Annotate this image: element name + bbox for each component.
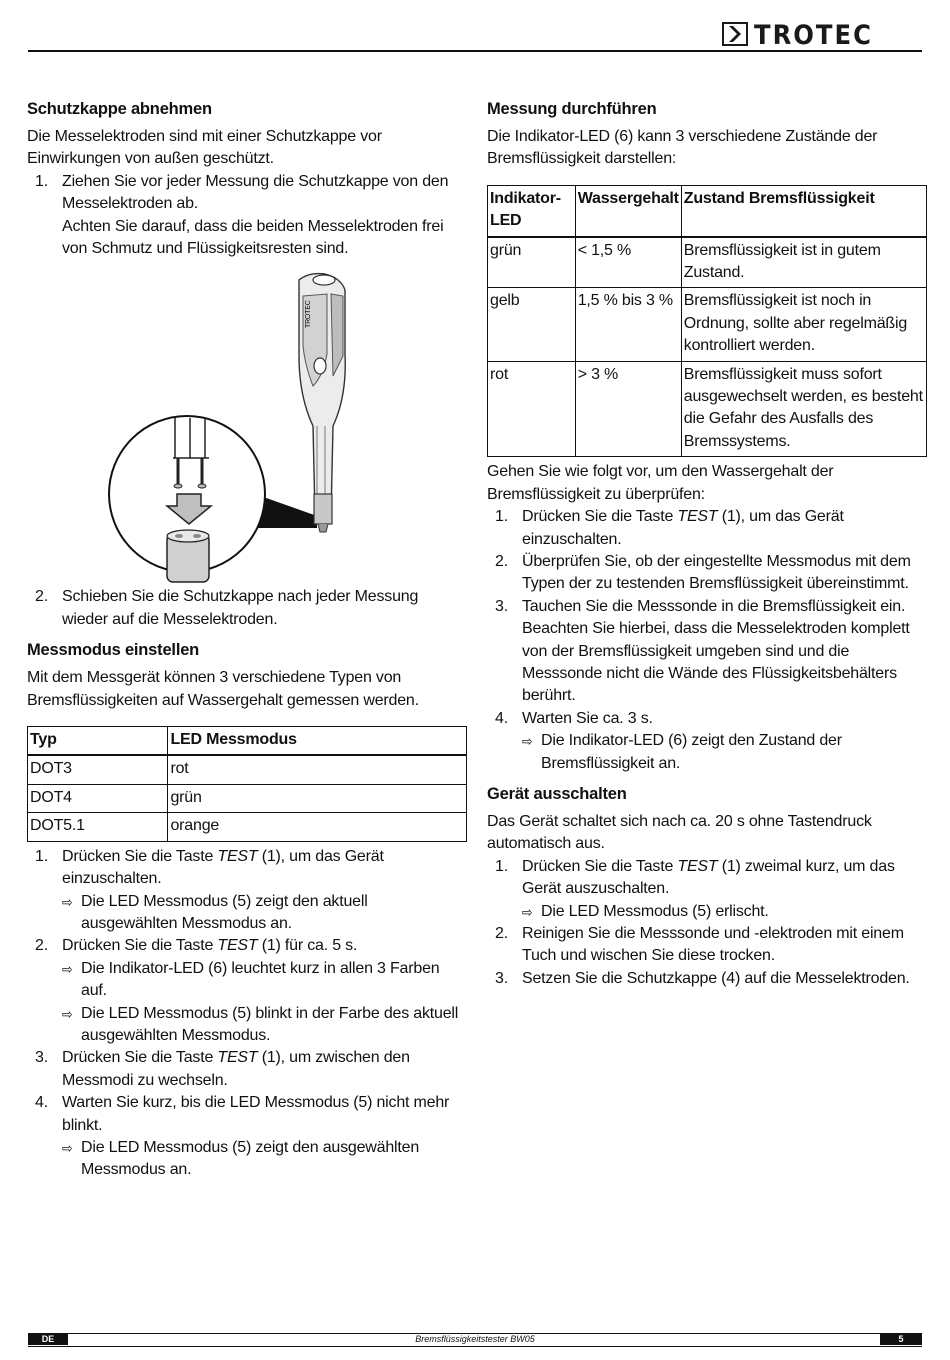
list-item [487, 551, 927, 596]
list-item [27, 1092, 467, 1182]
step-number: 1. [35, 172, 48, 190]
step-number: 1. [495, 857, 508, 875]
table-cell: Bremsflüssigkeit muss sofort ausgewechselt werden, es besteht die Gefahr des Ausfalls des Bremssystems. [681, 361, 926, 457]
paragraph: Die Messelektroden sind mit einer Schutzkappe vor Einwirkungen von außen geschützt. [27, 128, 382, 168]
step-text: Drücken Sie die Taste [62, 937, 218, 955]
step-text: Drücken Sie die Taste [62, 847, 218, 865]
step-number: 1. [495, 508, 508, 526]
list-item [27, 935, 467, 1047]
result-text: Die Indikator-LED (6) zeigt den Zustand der Bremsflüssigkeit an. [541, 732, 842, 772]
list-item [487, 923, 927, 968]
result-item [62, 1003, 467, 1048]
table-cell: rot [168, 755, 467, 784]
key-name: TEST [677, 857, 718, 875]
footer-document-title: Bremsflüssigkeitstester BW05 [415, 1334, 535, 1344]
device-illustration [27, 266, 467, 586]
result-arrow-icon: ⇨ [62, 1005, 73, 1022]
list-item [27, 1047, 467, 1092]
table-cell: orange [168, 813, 467, 841]
step-number: 2. [495, 925, 508, 942]
key-name: TEST [217, 937, 258, 955]
left-column [27, 98, 467, 1182]
trotec-logo-mark-icon [722, 22, 748, 46]
result-arrow-icon: ⇨ [62, 960, 73, 977]
result-item [522, 901, 927, 923]
table-cell: grün [168, 784, 467, 812]
step-list [27, 846, 467, 1182]
trotec-logo [722, 20, 922, 51]
step-text: (1) für ca. 5 s. [257, 937, 358, 955]
table-cell: DOT5.1 [28, 813, 168, 841]
step-list [27, 586, 467, 631]
step-text: Überprüfen Sie, ob der eingestellte Messmodus mit dem Typen der zu testenden Bremsflüssigkeit übereinstimmt. [522, 552, 911, 593]
table-header: LED Messmodus [168, 727, 467, 756]
step-number: 4. [35, 1094, 48, 1112]
right-column [487, 98, 927, 990]
table-cell: rot [488, 361, 576, 457]
table-cell: < 1,5 % [575, 237, 681, 288]
step-number: 2. [495, 552, 508, 570]
result-item [62, 1137, 467, 1182]
table-cell: 1,5 % bis 3 % [575, 288, 681, 361]
step-number: 3. [495, 597, 508, 615]
list-item [487, 968, 927, 990]
list-item [487, 596, 927, 708]
result-arrow-icon: ⇨ [522, 733, 533, 750]
step-note: Achten Sie darauf, dass die beiden Messelektroden frei von Schmutz und Flüssigkeitsresten sind. [62, 217, 444, 258]
list-item [487, 506, 927, 551]
step-text: Ziehen Sie vor jeder Messung die Schutzkappe von den Messelektroden ab. [62, 172, 449, 213]
step-number: 3. [495, 969, 508, 987]
section-title-measure: Messung durchführen [487, 100, 657, 118]
table-row [28, 755, 467, 784]
table-header-row [28, 727, 467, 756]
result-text: Die LED Messmodus (5) blinkt in der Farbe des aktuell ausgewählten Messmodus. [81, 1004, 459, 1044]
table-cell: DOT4 [28, 784, 168, 812]
device-brand-label: TROTEC [305, 300, 312, 329]
step-number: 3. [35, 1049, 48, 1067]
footer-language: DE [28, 1333, 68, 1345]
list-item [487, 856, 927, 923]
result-item [522, 730, 927, 775]
result-text: Die LED Messmodus (5) zeigt den aktuell ausgewählten Messmodus an. [81, 892, 368, 932]
step-text: Drücken Sie die Taste [522, 857, 678, 875]
key-name: TEST [217, 1049, 258, 1067]
step-text: Tauchen Sie die Messsonde in die Bremsflüssigkeit ein. Beachten Sie hierbei, dass die Messelektroden komplett von der Bremsflüssigkeit umgeben sind und die Messsonde nicht die Wände des Flüssigkeitsbehälters berührt. [522, 597, 910, 705]
table-row [488, 288, 927, 361]
result-text: Die LED Messmodus (5) zeigt den ausgewählten Messmodus an. [81, 1138, 420, 1179]
step-text: (1), um das Gerät einzuschalten. [522, 508, 844, 548]
table-cell: gelb [488, 288, 576, 361]
step-number: 1. [35, 847, 48, 865]
step-text: Drücken Sie die Taste [62, 1049, 218, 1067]
table-cell: DOT3 [28, 755, 168, 784]
footer-page-number: 5 [880, 1333, 922, 1345]
result-text: Die LED Messmodus (5) erlischt. [541, 902, 769, 920]
paragraph: Das Gerät schaltet sich nach ca. 20 s ohne Tastendruck automatisch aus. [487, 812, 872, 853]
table-row [28, 813, 467, 841]
step-text: (1), um das Gerät einzuschalten. [62, 847, 384, 888]
step-text: (1), um zwischen den Messmodi zu wechseln. [62, 1049, 410, 1089]
step-list [487, 856, 927, 990]
table-cell: Bremsflüssigkeit ist noch in Ordnung, sollte aber regelmäßig kontrolliert werden. [681, 288, 926, 361]
step-list [487, 506, 927, 775]
step-number: 2. [35, 937, 48, 955]
table-header-row [488, 185, 927, 236]
section-title-remove-cap: Schutzkappe abnehmen [27, 100, 212, 118]
brand-name: TROTEC [754, 20, 873, 51]
result-arrow-icon: ⇨ [62, 1139, 73, 1156]
result-arrow-icon: ⇨ [522, 903, 533, 920]
step-text: Warten Sie kurz, bis die LED Messmodus (5) nicht mehr blinkt. [62, 1094, 450, 1134]
table-row [28, 784, 467, 812]
brake-fluid-tester-image [27, 266, 467, 586]
key-name: TEST [677, 508, 718, 526]
table-header: Indikator-LED [488, 185, 576, 236]
step-text: (1) zweimal kurz, um das Gerät auszuschalten. [522, 857, 895, 898]
page-footer [28, 1332, 922, 1346]
step-text: Setzen Sie die Schutzkappe (4) auf die Messelektroden. [522, 969, 910, 987]
table-cell: Bremsflüssigkeit ist in gutem Zustand. [681, 237, 926, 288]
result-arrow-icon: ⇨ [62, 893, 73, 910]
step-text: Drücken Sie die Taste [522, 508, 678, 526]
step-number: 4. [495, 709, 508, 727]
step-text: Reinigen Sie die Messsonde und -elektroden mit einem Tuch und wischen Sie diese trocken. [522, 925, 904, 965]
list-item [27, 171, 467, 261]
table-cell: > 3 % [575, 361, 681, 457]
table-header: Typ [28, 727, 168, 756]
paragraph: Die Indikator-LED (6) kann 3 verschiedene Zustände der Bremsflüssigkeit darstellen: [487, 128, 878, 168]
table-header: Wassergehalt [575, 185, 681, 236]
section-title-switch-off: Gerät ausschalten [487, 784, 627, 803]
header-rule [28, 50, 922, 52]
table-row [488, 237, 927, 288]
step-text: Schieben Sie die Schutzkappe nach jeder Messung wieder auf die Messelektroden. [62, 588, 419, 628]
result-text: Die Indikator-LED (6) leuchtet kurz in allen 3 Farben auf. [81, 959, 440, 1000]
paragraph: Mit dem Messgerät können 3 verschiedene Typen von Bremsflüssigkeiten auf Wassergehalt gemessen werden. [27, 669, 419, 709]
key-name: TEST [217, 847, 258, 865]
step-number: 2. [35, 588, 48, 606]
paragraph: Gehen Sie wie folgt vor, um den Wassergehalt der Bremsflüssigkeit zu überprüfen: [487, 463, 834, 503]
result-item [62, 958, 467, 1003]
table-cell: grün [488, 237, 576, 288]
mode-table [27, 726, 467, 842]
table-header: Zustand Bremsflüssigkeit [681, 185, 926, 236]
list-item [27, 586, 467, 631]
result-item [62, 891, 467, 936]
list-item [487, 708, 927, 775]
list-item [27, 846, 467, 936]
table-row [488, 361, 927, 457]
step-text: Warten Sie ca. 3 s. [522, 709, 653, 727]
indicator-table [487, 185, 927, 457]
section-title-set-mode: Messmodus einstellen [27, 641, 200, 660]
step-list [27, 171, 467, 261]
